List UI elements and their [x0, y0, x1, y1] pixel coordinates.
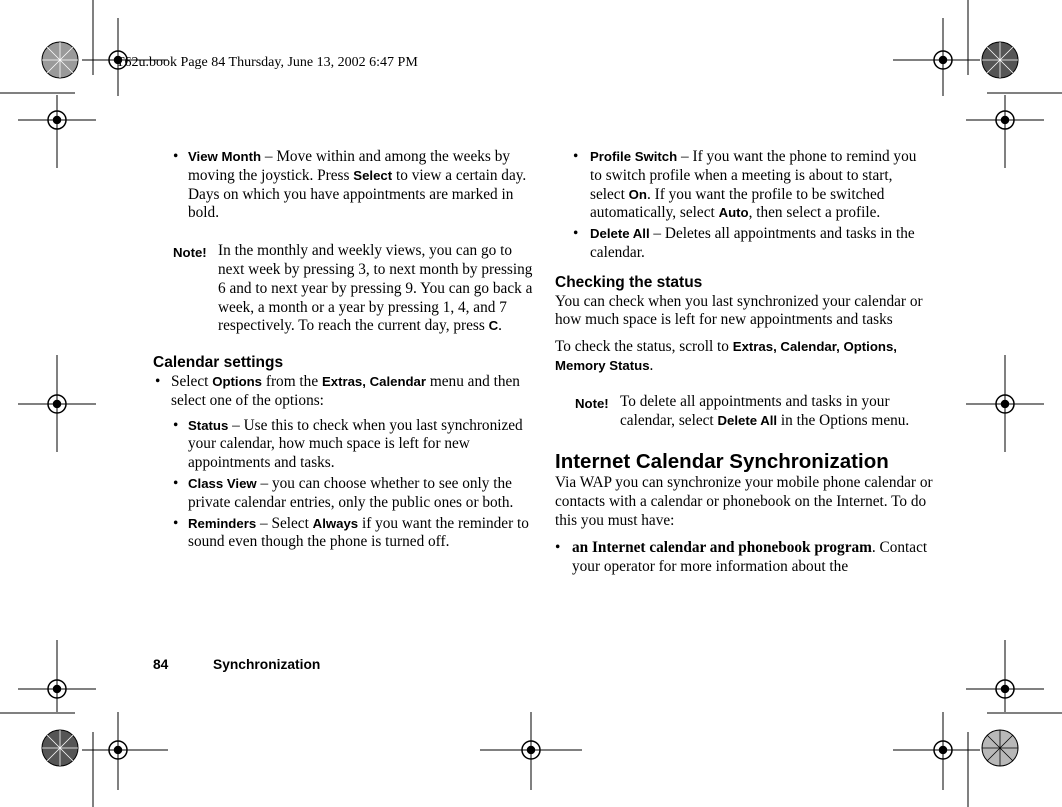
- heading-internet-calendar-sync: Internet Calendar Synchronization: [555, 450, 889, 474]
- note-label: Note!: [575, 395, 609, 411]
- print-header: T62u.book Page 84 Thursday, June 13, 2002 6:47 PM: [116, 55, 418, 70]
- menu-path: Extras, Calendar, Options, Memory Status: [555, 339, 897, 373]
- term-delete-all: Delete All: [717, 412, 778, 428]
- bullet: •: [173, 514, 179, 532]
- scroll-paragraph: [555, 338, 941, 376]
- bullet: •: [173, 148, 179, 165]
- term-select: Select: [353, 167, 393, 183]
- list-item-delete-all: [555, 225, 920, 263]
- term-delete-all: Delete All: [590, 226, 650, 242]
- note-delete-all: [555, 393, 941, 431]
- text: .: [498, 317, 502, 335]
- note-text: To delete all appointments and tasks in your calendar, select: [620, 392, 890, 429]
- key-c: C: [488, 318, 499, 334]
- bullet: •: [173, 416, 179, 434]
- text: – Select: [256, 514, 313, 532]
- text: – you can choose whether to see only the private calendar entries, only the public ones or both.: [188, 474, 514, 511]
- list-item-select-options: [153, 373, 537, 411]
- text: . If you want the profile to be switched automatically, select: [590, 185, 885, 222]
- term-profile-switch: Profile Switch: [590, 149, 678, 164]
- bullet: •: [573, 148, 579, 165]
- right-column: [555, 148, 941, 576]
- text: , then select a profile.: [748, 204, 881, 222]
- term-extras-calendar: Extras, Calendar: [321, 373, 427, 389]
- bullet: •: [173, 474, 179, 492]
- heading-checking-status: Checking the status: [555, 273, 703, 291]
- text: – Move within and among the weeks by moving the joystick. Press: [188, 148, 510, 184]
- text: in the Options menu.: [777, 411, 910, 429]
- text: To check the status, scroll to: [555, 338, 733, 356]
- heading-calendar-settings: Calendar settings: [153, 354, 284, 372]
- section-title: Synchronization: [213, 657, 321, 672]
- text: – Deletes all appointments and tasks in the calendar.: [590, 225, 915, 261]
- text: Select: [171, 372, 213, 390]
- term-class-view: Class View: [188, 475, 257, 491]
- text: – Use this to check when you last synchronized your calendar, how much space is left for new appointments and tasks.: [188, 416, 523, 472]
- list-item-reminders: [153, 515, 537, 553]
- note-text: In the monthly and weekly views, you can go to next week by pressing 3, to next month by pressing 6 and to next year by pressing 9. You can go back a week, a month or a year by pressing 1, 4, and 7 respectively. To reach the current day, press: [218, 242, 533, 335]
- bullet: •: [155, 372, 161, 390]
- list-item-class-view: [153, 475, 537, 513]
- bullet: •: [573, 225, 579, 243]
- note-navigation: [153, 242, 537, 336]
- left-column: [153, 148, 537, 552]
- text: – If you want the phone to remind you to switch profile when a meeting is about to start, select: [590, 148, 917, 203]
- text: if you want the reminder to sound even though the phone is turned off.: [188, 514, 529, 551]
- text: to view a certain day. Days on which you have appointments are marked in bold.: [188, 166, 527, 222]
- term-auto: Auto: [718, 205, 749, 221]
- list-item-view-month: [153, 148, 537, 223]
- text: . Contact your operator for more information about the: [572, 538, 928, 575]
- term-always: Always: [312, 515, 359, 531]
- text: .: [649, 356, 654, 374]
- term-view-month: View Month: [188, 149, 262, 164]
- term-reminders: Reminders: [188, 515, 257, 531]
- list-item-profile-switch: [555, 148, 920, 223]
- status-paragraph: You can check when you last synchronized your calendar or how much space is left for new appointments and tasks: [555, 292, 923, 329]
- list-item-status: [153, 417, 537, 473]
- text: menu and then select one of the options:: [171, 372, 520, 409]
- page-number: 84: [153, 657, 169, 672]
- term-internet-calendar-program: an Internet calendar and phonebook program: [572, 538, 872, 556]
- term-options: Options: [212, 373, 263, 389]
- term-status: Status: [188, 417, 229, 433]
- text: from the: [262, 372, 322, 390]
- list-item-requirement: [555, 539, 941, 577]
- note-label: Note!: [173, 245, 207, 261]
- term-on: On: [628, 186, 647, 202]
- sync-paragraph: Via WAP you can synchronize your mobile phone calendar or contacts with a calendar or phonebook on the Internet. To do this you must have:: [555, 474, 933, 529]
- bullet: •: [555, 538, 561, 556]
